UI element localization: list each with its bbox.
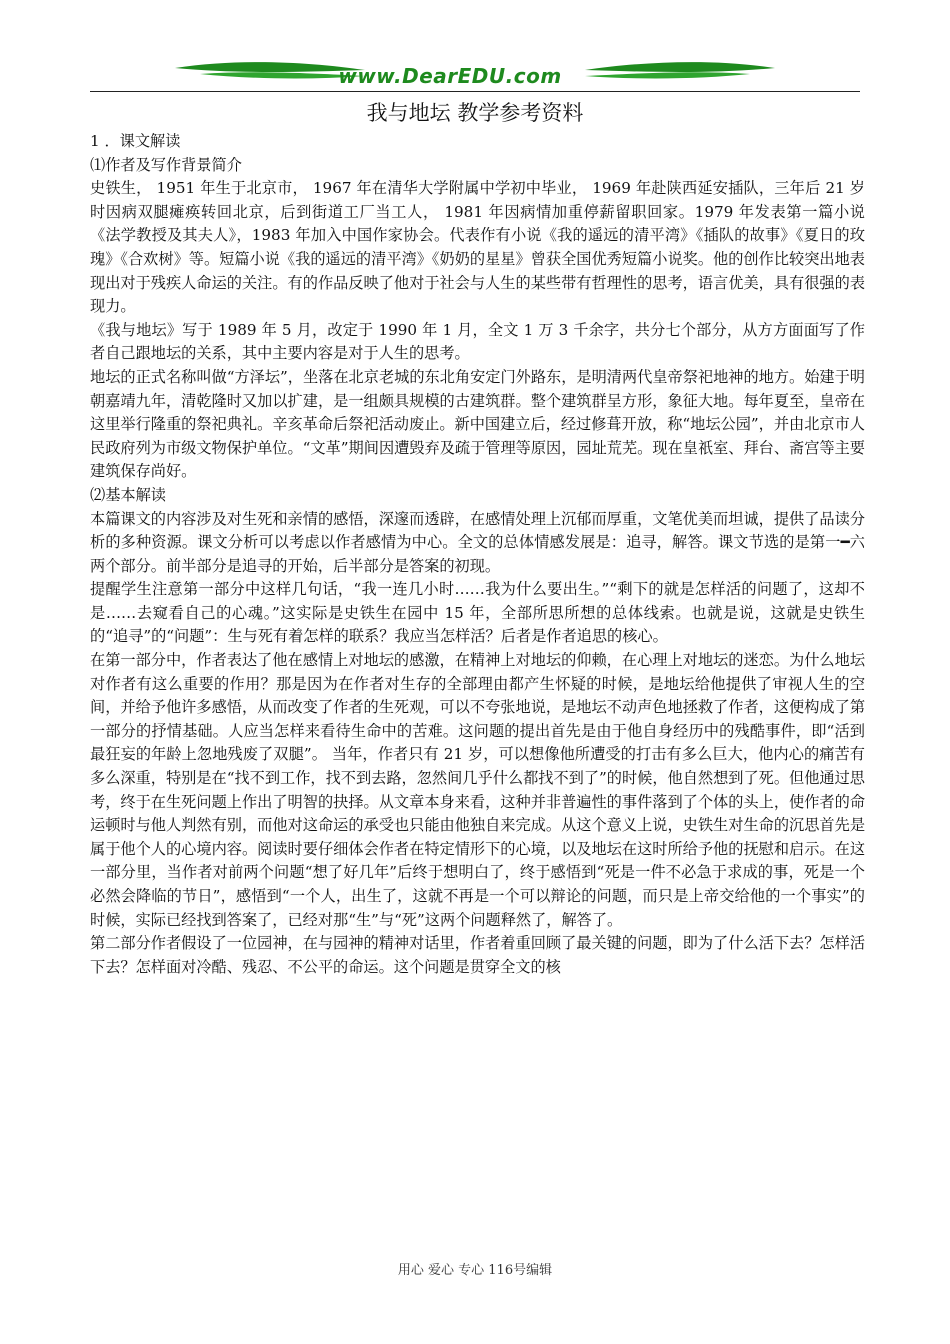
section-heading: 1 ．课文解读 xyxy=(90,132,181,150)
subsection-heading: ⑵基本解读 xyxy=(90,485,166,504)
subsection-heading: ⑴作者及写作背景简介 xyxy=(90,155,242,174)
body-paragraph: 在第一部分中，作者表达了他在感情上对地坛的感激，在精神上对地坛的仰赖，在心理上对地坛的迷恋。为什么地坛对作者有这么重要的作用？那是因为在作者对生存的全部理由都产生怀疑的时候，是地坛给他提供了审视人生的空间，并给予他许多感悟，从而改变了作者的生死观，可以不夸张地说，是地坛不动声色地拯救了作者，这便构成了第一部分的抒情基础。人应当怎样来看待生命中的苦难。这问题的提出首先是由于他自身经历中的残酷事件，即“活到最狂妄的年龄上忽地残废了双腿”。 当年，作者只有 21 岁，可以想像他所遭受的打击有多么巨大，他内心的痛苦有多么深重，特别是在“找不到工作，找不到去路，忽然间几乎什么都找不到了”的时候，他自然想到了死。但他通过思考，终于在生死问题上作出了明智的抉择。从文章本身来看，这种并非普遍性的事件落到了个体的头上，使作者的命运顿时与他人判然有别，而他对这命运的承受也只能由他独自来完成。从这个意义上说，史铁生对生命的沉思首先是属于他个人的心境内容。阅读时要仔细体会作者在特定情形下的心境，以及地坛在这时所给予他的抚慰和启示。在这一部分里，当作者对前两个问题“想了好几年”后终于想明白了，终于感悟到“死是一件不必急于求成的事，死是一个必然会降临的节日”，感悟到“一个人，出生了，这就不再是一个可以辩论的问题，而只是上帝交给他的一个事实”的时候，实际已经找到答案了，已经对那“生”与“死”这两个问题释然了，解答了。 xyxy=(90,651,865,929)
body-paragraph: 本篇课文的内容涉及对生死和亲情的感悟，深邃而透辟，在感情处理上沉郁而厚重，文笔优美而坦诚，提供了品读分析的多种资源。课文分析可以考虑以作者感情为中心。全文的总体情感发展是：追寻，解答。课文节选的是第一━六两个部分。前半部分是追寻的开始，后半部分是答案的初现。 xyxy=(90,509,865,575)
body-paragraph: 第二部分作者假设了一位园神，在与园神的精神对话里，作者着重回顾了最关键的问题，即为了什么活下去？怎样活下去？怎样面对冷酷、残忍、不公平的命运。这个问题是贯穿全文的核 xyxy=(90,934,865,976)
document-body xyxy=(90,130,865,979)
body-paragraph: 提醒学生注意第一部分中这样几句话，“我一连几小时……我为什么要出生。”“剩下的就是怎样活的问题了，这却不是……去窥看自己的心魂。”这实际是史铁生在园中 15 年，全部所思所想的总体线索。也就是说，这就是史铁生的“追寻”的“问题”：生与死有着怎样的联系？我应当怎样活？后者是作者追思的核心。 xyxy=(90,580,865,646)
body-paragraph: 史铁生， 1951 年生于北京市， 1967 年在清华大学附属中学初中毕业， 1969 年赴陕西延安插队，三年后 21 岁时因病双腿瘫痪转回北京，后到街道工厂当工人， 1981 年因病情加重停薪留职回家。1979 年发表第一篇小说《法学教授及其夫人》，1983 年加入中国作家协会。代表作有小说《我的遥远的清平湾》《插队的故事》《夏日的玫瑰》《合欢树》等。短篇小说《我的遥远的清平湾》《奶奶的星星》曾获全国优秀短篇小说奖。他的创作比较突出地表现出对于残疾人命运的关注。有的作品反映了他对于社会与人生的某些带有哲理性的思考，语言优美，具有很强的表现力。 xyxy=(90,179,865,316)
site-logo-text[interactable]: www.DearEDU.com xyxy=(338,64,562,88)
page-footer: 用心 爱心 专心 116号编辑 xyxy=(397,1263,553,1278)
page-title: 我与地坛 教学参考资料 xyxy=(366,101,584,125)
header-divider xyxy=(90,91,860,92)
body-paragraph: 《我与地坛》写于 1989 年 5 月，改定于 1990 年 1 月，全文 1 万 3 千余字，共分七个部分，从方方面面写了作者自己跟地坛的关系，其中主要内容是对于人生的思考。 xyxy=(90,320,865,363)
body-paragraph: 地坛的正式名称叫做“方泽坛”，坐落在北京老城的东北角安定门外路东，是明清两代皇帝祭祀地神的地方。始建于明朝嘉靖九年，清乾隆时又加以扩建，是一组颇具规模的古建筑群。整个建筑群呈方形，象征大地。每年夏至，皇帝在这里举行隆重的祭祀典礼。辛亥革命后祭祀活动废止。新中国建立后，经过修葺开放，称“地坛公园”，并由北京市人民政府列为市级文物保护单位。“文革”期间因遭毁弃及疏于管理等原因，园址荒芜。现在皇祇室、拜台、斋宫等主要建筑保存尚好。 xyxy=(90,367,865,481)
